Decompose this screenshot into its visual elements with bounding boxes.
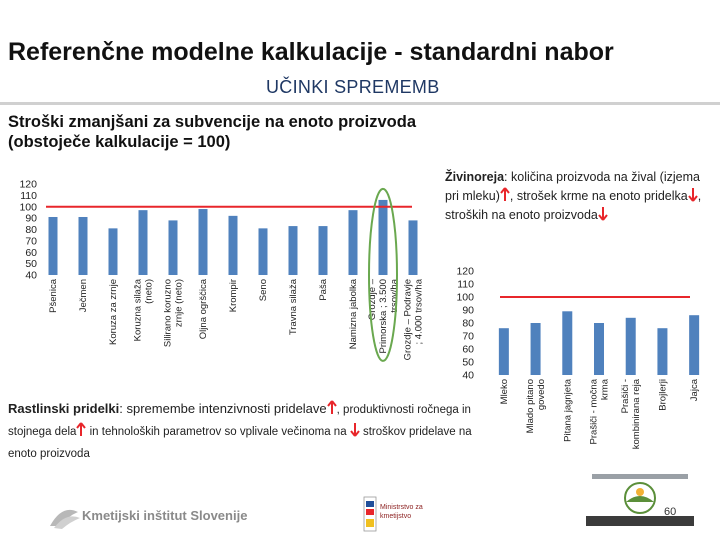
ministry-logo [362,495,434,535]
crops-cost-chart [0,175,440,395]
x-tick-label: Oljna ogrščica [198,279,209,340]
bar [199,209,208,275]
slide-title: Referenčne modelne kalkulacije - standardni nabor [8,38,614,66]
bar [259,228,268,275]
x-tick-label: Paša [318,279,329,301]
bar [169,220,178,275]
red-up-arrow-icon [327,400,337,415]
y-tick-label: 60 [25,246,37,259]
y-tick-label: 120 [19,178,37,191]
x-tick-label: Pitana jagnjeta [562,379,574,442]
ministry-logo-text: Ministrstvo za kmetijstvo [380,504,423,520]
y-tick-label: 90 [25,212,37,225]
x-tick-label: Travna silaža [288,279,299,336]
livestock-note-text-1: : količina proizvoda na žival (izjema pri mleku) [445,170,700,203]
chart-heading: Stroški zmanjšani za subvencije na enoto proizvoda (obstoječe kalkulacije = 100) [8,113,417,151]
bar [409,220,418,275]
x-tick-label: Mlado pitanogovedo [525,379,548,434]
y-tick-label: 50 [462,356,474,369]
livestock-note-heading: Živinoreja [445,170,505,184]
livestock-note-text-3: , stroških na enoto proizvoda [445,189,702,222]
crops-note-heading: Rastlinski pridelki [8,401,120,416]
bar [594,323,604,375]
bar [531,323,541,375]
institute-name: Kmetijski inštitut Slovenije [82,508,248,523]
red-down-arrow-icon [598,206,608,221]
y-tick-label: 70 [462,330,474,343]
livestock-note [445,168,715,225]
crops-note-text-4: stroškov pridelave na enoto proizvoda [8,426,472,460]
bar [379,200,388,275]
y-tick-label: 110 [20,189,37,202]
x-tick-label: Seno [258,279,269,302]
bar [562,311,572,375]
bar [49,217,58,275]
header-divider [0,102,720,105]
x-tick-label: Koruzna silaža(neto) [132,279,155,342]
crops-note-text-1: : spremembe intenzivnosti pridelave [119,401,327,416]
bar [289,226,298,275]
x-tick-label: Jajca [689,379,701,402]
x-tick-label: Prašiči - močnakrma [588,379,611,445]
page-number: 60 [664,506,677,518]
bar [626,318,636,375]
y-tick-label: 110 [457,278,474,291]
landscape-emblem-icon [580,472,700,532]
x-tick-label: Mleko [498,379,510,405]
y-tick-label: 80 [462,317,474,330]
x-tick-label: Brojlerji [657,379,669,411]
slide-subtitle: UČINKI SPREMEMB [266,77,440,97]
livestock-note-text-2: , strošek krme na enoto pridelka [509,189,688,203]
red-up-arrow-icon [76,422,86,437]
x-tick-label: Namizna jabolka [348,279,359,350]
y-tick-label: 60 [462,343,474,356]
x-tick-label: Ječmen [78,279,89,313]
bar [499,328,509,375]
red-down-arrow-icon [350,422,360,437]
y-tick-label: 70 [25,235,37,248]
bar [349,210,358,275]
x-tick-label: Grozdje – Podravje; 4.000 trsov/ha [402,279,425,361]
x-tick-label: Krompir [228,279,239,313]
partner-logo [580,472,700,532]
y-tick-label: 120 [456,265,474,278]
x-tick-label: Koruza za zrnje [108,279,119,346]
y-tick-label: 40 [462,369,474,382]
x-tick-label: Prašiči -kombinirana reja [620,379,643,450]
bar [689,315,699,375]
red-up-arrow-icon [500,187,510,202]
bar [79,217,88,275]
y-tick-label: 100 [456,291,474,304]
livestock-cost-chart [440,262,720,472]
y-tick-label: 100 [19,201,37,214]
bar [229,216,238,275]
crops-note-text-3: in tehnoloških parametrov so vplivale večinoma na [86,426,350,438]
y-tick-label: 90 [462,304,474,317]
bar [657,328,667,375]
bar [319,226,328,275]
x-tick-label: Silirano koruznozrnje (neto) [162,279,185,348]
y-tick-label: 50 [25,258,37,271]
y-tick-label: 80 [25,224,37,236]
crops-note [8,398,478,465]
red-down-arrow-icon [688,187,698,202]
x-tick-label: Grozdje –Primorska ; 3.500trsov/ha [367,279,400,354]
crops-note-text-2: , produktivnosti ročnega in stojnega dela [8,404,471,438]
y-tick-label: 40 [25,269,37,282]
x-tick-label: Pšenica [48,279,59,313]
bar [109,228,118,275]
bar [139,210,148,275]
